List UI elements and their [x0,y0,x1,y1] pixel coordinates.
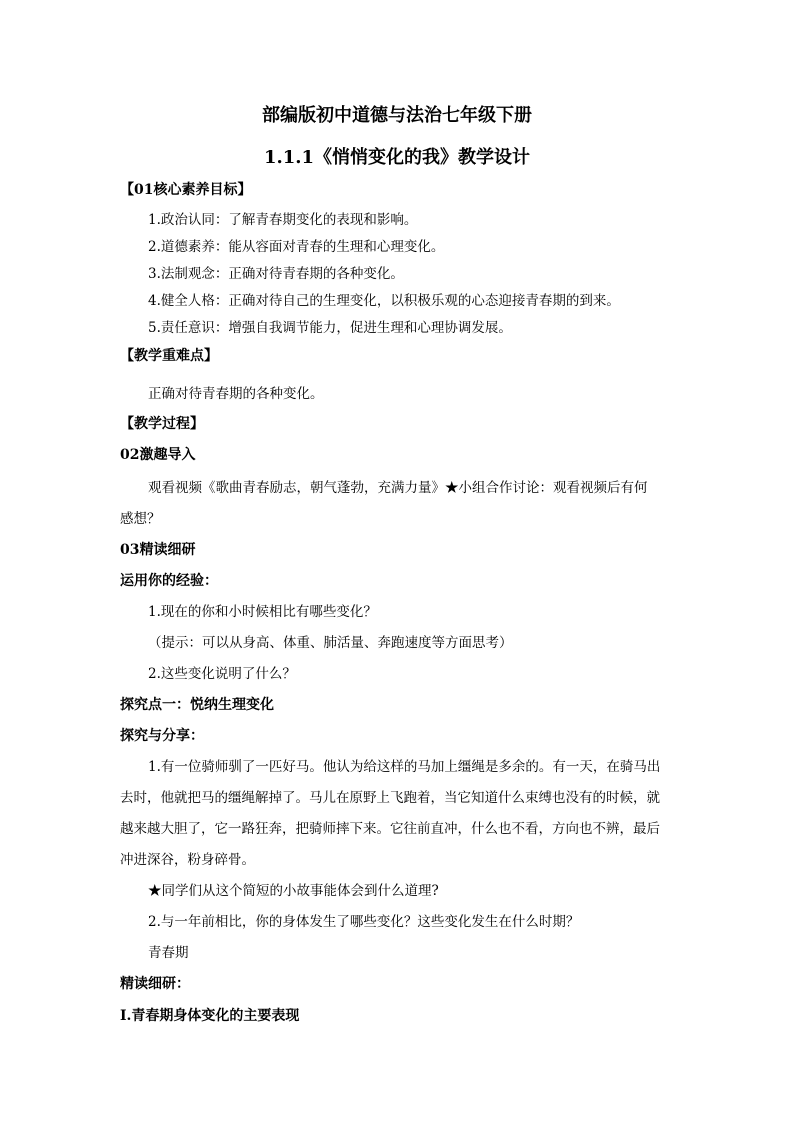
point1-heading: 探究点一：悦纳生理变化 [120,697,274,713]
intro-line: 感想？ [120,511,161,527]
story-question: ★同学们从这个简短的小故事能体会到什么道理? [148,883,439,899]
experience-hint: （提示：可以从身高、体重、肺活量、奔跑速度等方面思考） [148,635,513,651]
intro-heading: 02激趣导入 [120,447,196,463]
share-heading: 探究与分享： [120,728,204,744]
document-subtitle: 1.1.1《悄悄变化的我》教学设计 [263,147,531,168]
subsection-heading: Ⅰ.青春期身体变化的主要表现 [120,1008,300,1024]
document-title: 部编版初中道德与法治七年级下册 [262,105,532,126]
story-line: 越来越大胆了，它一路狂奔，把骑师摔下来。它往前直冲，什么也不看，方向也不辨，最后 [120,821,660,837]
goals-heading: 【01核心素养目标】 [120,182,252,198]
study-heading: 精读细研： [120,976,190,992]
process-heading: 【教学过程】 [120,416,204,432]
story-line: 去时，他就把马的缰绳解掉了。马儿在原野上飞跑着，当它知道什么束缚也没有的时候，就 [120,790,660,806]
read-heading: 03精读细研 [120,542,196,558]
experience-question: 1.现在的你和小时候相比有哪些变化？ [148,604,377,620]
experience-heading: 运用你的经验： [120,573,218,589]
story-line: 冲进深谷，粉身碎骨。 [120,852,255,868]
goal-item: 2.道德素养：能从容面对青春的生理和心理变化。 [148,239,445,255]
goal-item: 5.责任意识：增强自我调节能力，促进生理和心理协调发展。 [148,320,512,336]
experience-question: 2.这些变化说明了什么？ [148,666,296,682]
goal-item: 3.法制观念：正确对待青春期的各种变化。 [148,266,404,282]
body-change-question: 2.与一年前相比，你的身体发生了哪些变化？这些变化发生在什么时期？ [148,914,580,930]
body-change-answer: 青春期 [148,945,189,961]
story-line: 1.有一位骑师驯了一匹好马。他认为给这样的马加上缰绳是多余的。有一天，在骑马出 [148,759,661,775]
goal-item: 4.健全人格：正确对待自己的生理变化，以积极乐观的心态迎接青春期的到来。 [148,293,620,309]
goal-item: 1.政治认同：了解青春期变化的表现和影响。 [148,212,418,228]
key-text: 正确对待青春期的各种变化。 [148,386,324,402]
key-heading: 【教学重难点】 [120,348,218,364]
intro-line: 观看视频《歌曲青春励志，朝气蓬勃，充满力量》★小组合作讨论：观看视频后有何 [148,480,648,496]
